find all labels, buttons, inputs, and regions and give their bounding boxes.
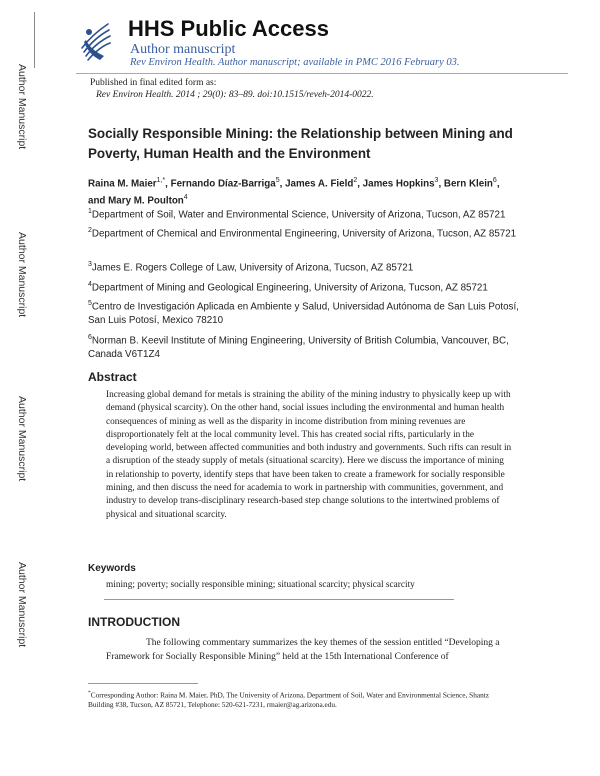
footnote-rule bbox=[88, 683, 198, 684]
keywords-heading: Keywords bbox=[88, 563, 136, 574]
author-affiliation-mark: 2 bbox=[353, 177, 358, 184]
affiliation-2: $^2$Department of Chemical and Environmental Engineering, University of Arizona, Tucson, AZ 85721 bbox=[88, 227, 517, 240]
abstract-heading: Abstract bbox=[88, 370, 137, 384]
header-citation: Rev Environ Health. Author manuscript; available in PMC 2016 February 03. bbox=[130, 57, 460, 68]
author-name: Bern Klein bbox=[443, 178, 493, 190]
affiliation-1: $^1$Department of Soil, Water and Environmental Science, University of Arizona, Tucson, AZ 85721 bbox=[88, 208, 506, 221]
author-name: Raina M. Maier bbox=[88, 178, 157, 190]
intro-text: The following commentary summarizes the key themes of the session entitled “Developing a Framework for Socially Responsible Mining” held at the 15th International Conference of bbox=[106, 638, 500, 662]
author-affiliation-mark: 5 bbox=[275, 177, 280, 184]
author-name: Mary M. Poulton bbox=[108, 195, 184, 207]
affiliation-4: $^4$Department of Mining and Geological Engineering, University of Arizona, Tucson, AZ 85721 bbox=[88, 281, 488, 294]
sidebar-label-1: Author Manuscript bbox=[16, 64, 28, 150]
affiliation-6: $^6$Norman B. Keevil Institute of Mining Engineering, University of British Columbia, Vancouver, BC, Canada V6T1Z4 bbox=[88, 334, 509, 361]
abstract-text: Increasing global demand for metals is straining the ability of the mining industry to physically keep up with demand (physical scarcity). On the other hand, social issues including the environmental and human health consequences of mining as well as the disparity in income distribution from mining revenues are disproportionately felt at the local community level. This has created social rifts, particularly in the developing world, between affected communities and both industry and governments. Such rifts can result in a disruption of the steady supply of metals (situational scarcity). Here we discuss the importance of mining in relationship to poverty, identify steps that have been taken to create a framework for socially responsible mining, and then discuss the need for academia to work in partnership with communities, government, and industry to develop trans-disciplinary research-based step change solutions to the intertwined problems of physical and situational scarcity. bbox=[106, 390, 512, 520]
header-title: HHS Public Access bbox=[128, 16, 329, 41]
header-divider bbox=[34, 12, 35, 68]
intro-heading: INTRODUCTION bbox=[88, 615, 180, 629]
author-affiliation-mark: 3 bbox=[434, 177, 439, 184]
header-rule bbox=[76, 73, 568, 74]
keywords-rule bbox=[104, 599, 454, 600]
article-title: Socially Responsible Mining: the Relationship between Mining and Poverty, Human Health and the Environment bbox=[88, 126, 513, 161]
sidebar-label-3: Author Manuscript bbox=[16, 396, 28, 482]
published-label: Published in final edited form as: bbox=[90, 78, 217, 88]
affiliation-3: $^3$James E. Rogers College of Law, University of Arizona, Tucson, AZ 85721 bbox=[88, 261, 414, 274]
author-affiliation-mark: 6 bbox=[492, 177, 497, 184]
author-list: Raina M. Maier$^{1,*}$, Fernando Díaz-Barriga$^5$, James A. Field$^2$, James Hopkins$^3$, Bern Klein$^6$, and Mary M. Poulton$^4$ bbox=[88, 177, 500, 207]
author-name: James A. Field bbox=[285, 178, 354, 190]
affiliation-5: $^5$Centro de Investigación Aplicada en Ambiente y Salud, Universidad Autónoma de San Luis Potosí, San Luis Potosí, Mexico 78210 bbox=[88, 300, 519, 327]
footnote: *Corresponding Author: Raina M. Maier, PhD, The University of Arizona, Department of Soil, Water and Environmental Science, Shantz Building #38, Tucson, AZ 85721, Telephone: 520-621-7231, rmaier@ag.arizona.edu. bbox=[88, 690, 490, 710]
author-name: Fernando Díaz-Barriga bbox=[170, 178, 276, 190]
sidebar-label-4: Author Manuscript bbox=[16, 562, 28, 648]
keywords-text: mining; poverty; socially responsible mining; situational scarcity; physical scarcity bbox=[106, 580, 415, 590]
sidebar-label-2: Author Manuscript bbox=[16, 232, 28, 318]
hhs-eagle-logo-icon bbox=[78, 18, 112, 64]
header-subtitle: Author manuscript bbox=[130, 42, 236, 57]
author-name: James Hopkins bbox=[362, 178, 435, 190]
author-affiliation-mark: 4 bbox=[183, 194, 188, 202]
author-affiliation-mark: 1,* bbox=[156, 177, 166, 184]
published-reference: Rev Environ Health. 2014 ; 29(0): 83–89. doi:10.1515/reveh-2014-0022. bbox=[96, 90, 374, 100]
